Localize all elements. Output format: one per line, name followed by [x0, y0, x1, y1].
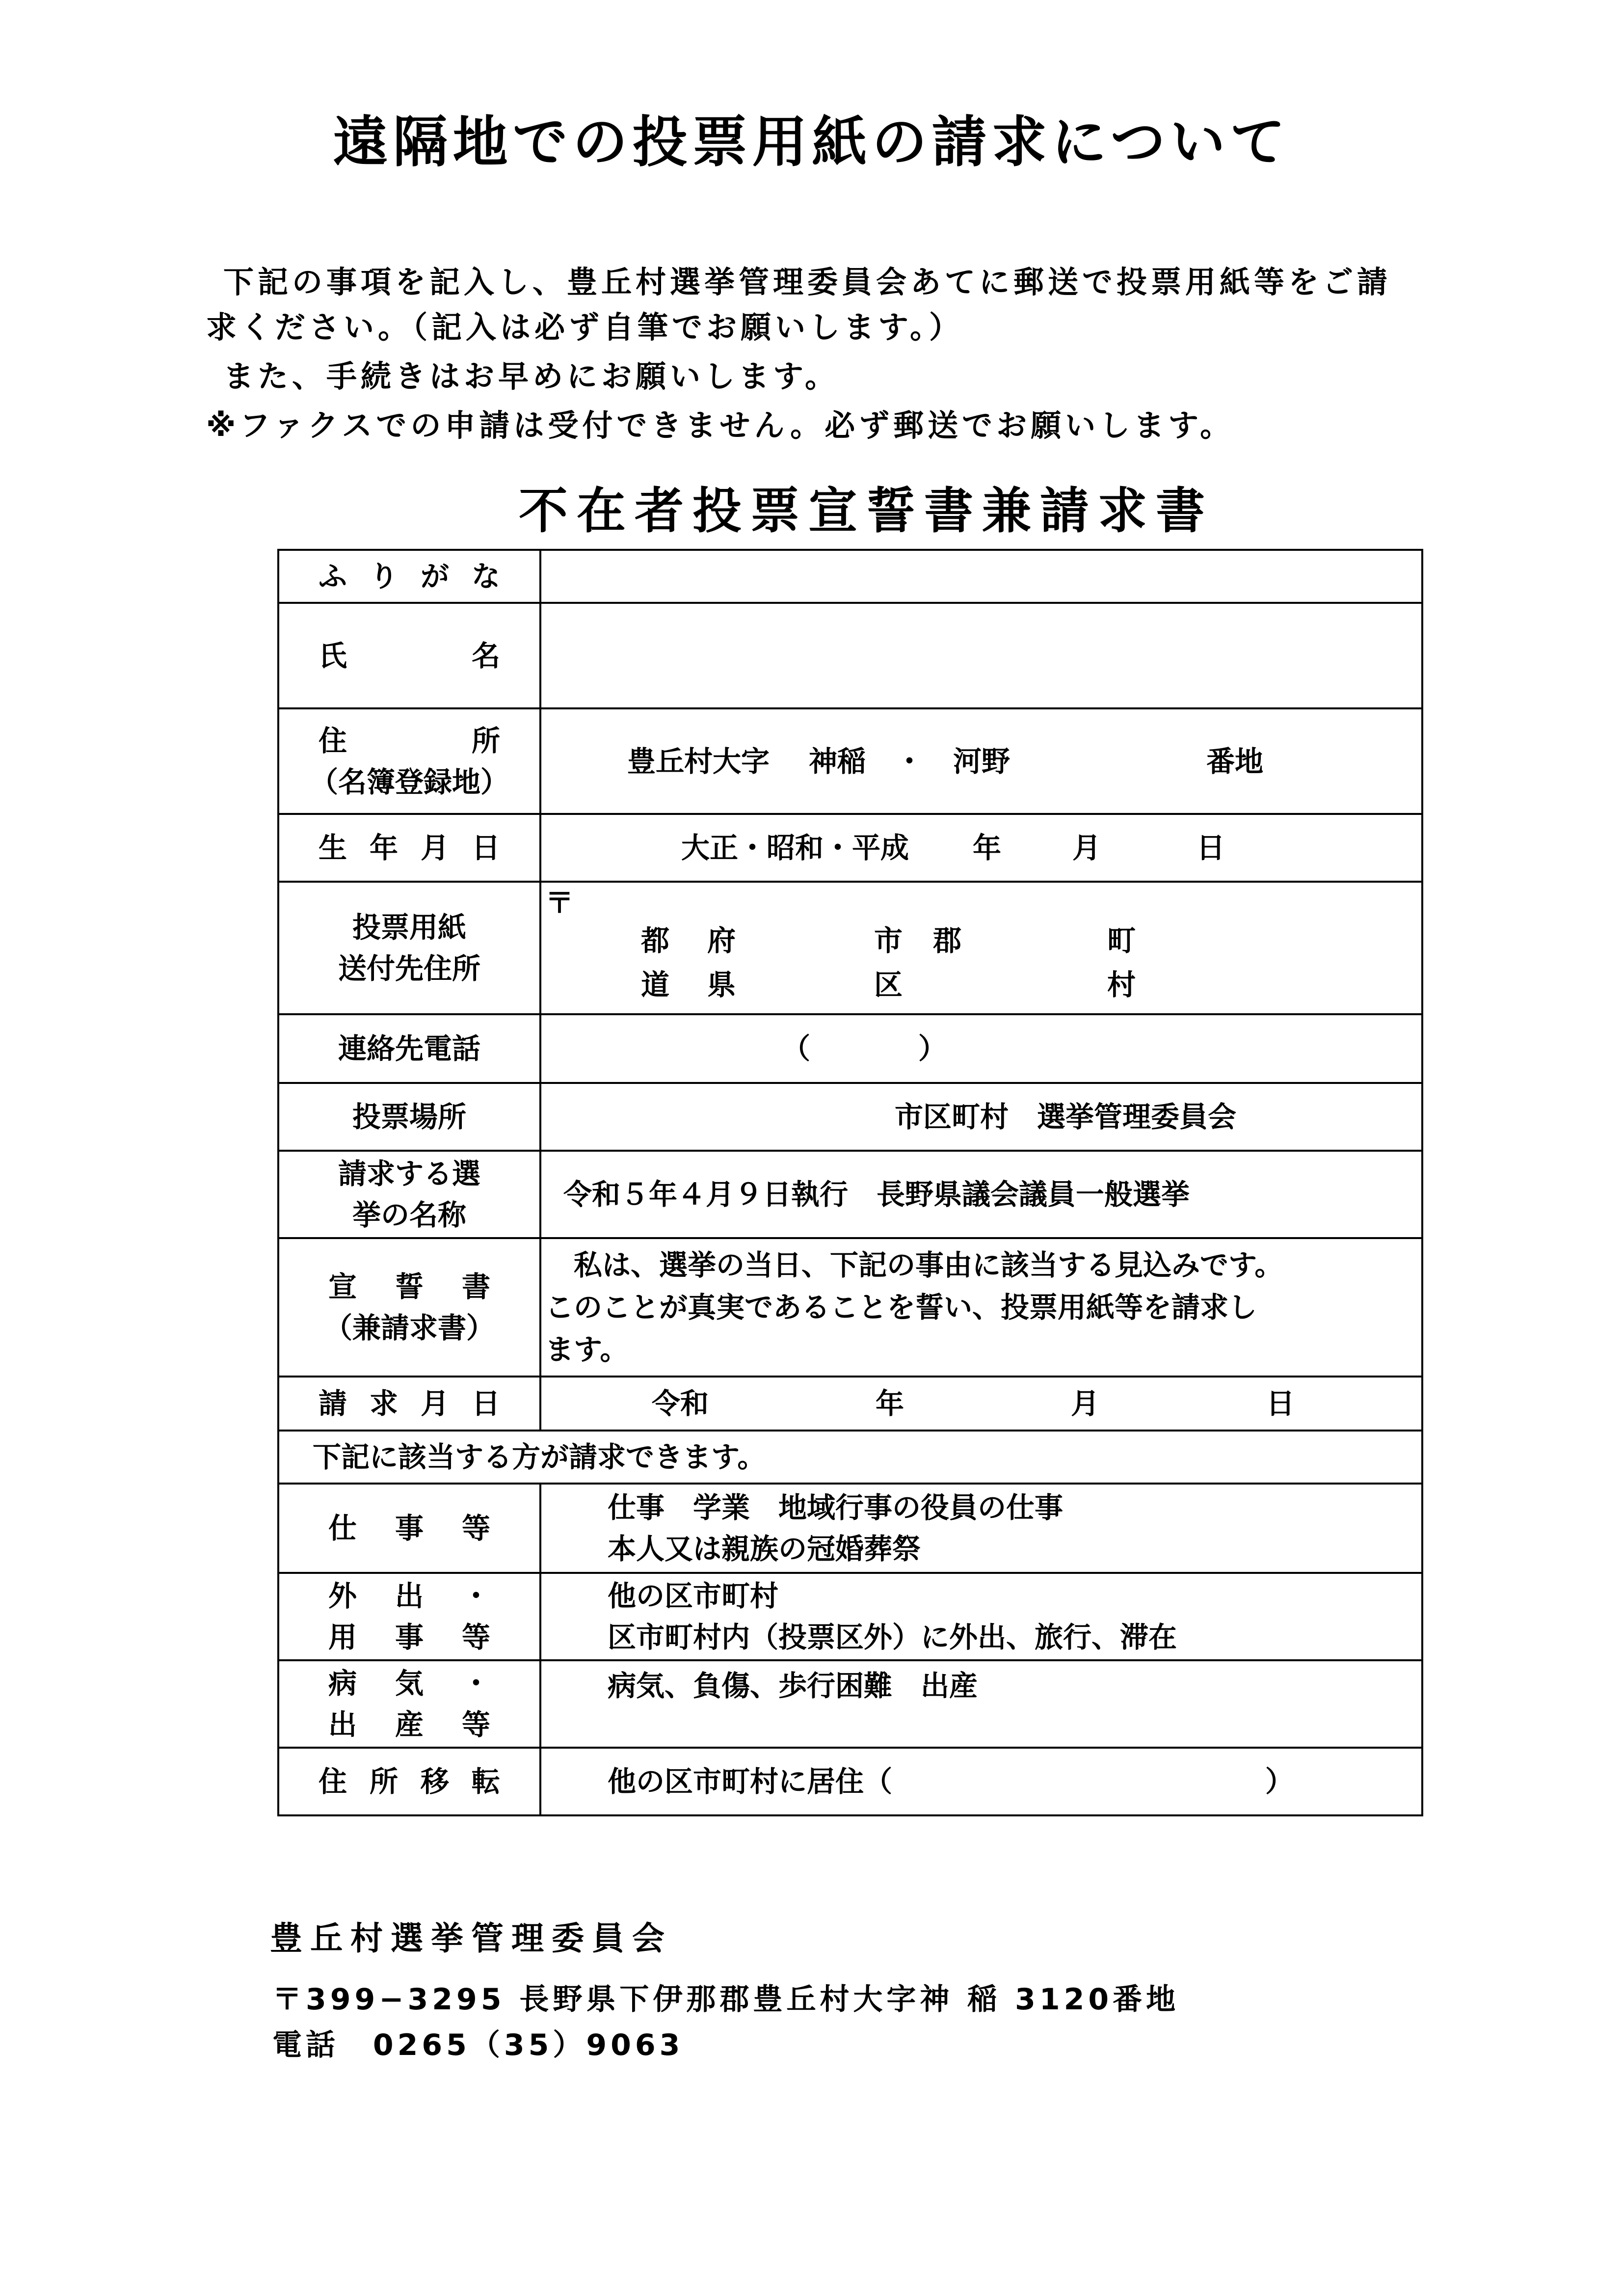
- request-form-table: [277, 549, 1423, 1816]
- intro-line-4: ※ファクスでの申請は受付できません。必ず郵送でお願いします。: [206, 407, 1235, 443]
- send-address-field[interactable]: 〒 都 府 市 郡 町 道 県 区 村: [540, 882, 1422, 1014]
- reason-illness-text: 病気、負傷、歩行困難 出産: [540, 1660, 1422, 1748]
- address-village: 豊丘村大字: [627, 744, 770, 778]
- reason-work-text: 仕事 学業 地域行事の役員の仕事 本人又は親族の冠婚葬祭: [540, 1484, 1422, 1573]
- intro-line-2: 求ください。（記入は必ず自筆でお願いします。）: [206, 309, 964, 345]
- footer-phone: [272, 2022, 684, 2064]
- form-title: 不在者投票宣誓書兼請求書: [519, 482, 1214, 540]
- address-field[interactable]: [540, 708, 1422, 814]
- election-value: 令和５年４月９日執行 長野県議会議員一般選挙: [540, 1151, 1422, 1238]
- reason-illness-row: [278, 1660, 1422, 1748]
- address-area-2: 河野: [953, 744, 1011, 778]
- birth-field[interactable]: [540, 814, 1422, 882]
- eligibility-note: 下記に該当する方が請求できます。: [278, 1431, 1422, 1484]
- oath-text: 私は、選挙の当日、下記の事由に該当する見込みです。 このことが真実であることを誓い、投票用紙等を請求し ます。: [540, 1238, 1422, 1377]
- footer-org: 豊丘村選挙管理委員会: [270, 1919, 672, 1957]
- address-row: [278, 708, 1422, 814]
- address-area-1: 神稲: [809, 744, 866, 778]
- move-row: [278, 1748, 1422, 1815]
- oath-row: [278, 1238, 1422, 1377]
- page-title: 遠隔地での投票用紙の請求について: [333, 110, 1290, 174]
- footer-address: 〒399−3295 長野県下伊那郡豊丘村大字神 稲 3120番地: [272, 1982, 1180, 2017]
- birth-row: [278, 814, 1422, 882]
- address-dot: ・: [895, 744, 924, 778]
- address-label: 住 所 （名簿登録地）: [278, 708, 540, 814]
- birth-day: 日: [1197, 831, 1225, 864]
- furigana-label: ふ り が な: [278, 550, 540, 603]
- vote-place-label: 投票場所: [278, 1083, 540, 1151]
- address-banchi: 番地: [1206, 744, 1264, 778]
- furigana-row: [278, 550, 1422, 603]
- name-label: 氏 名: [278, 603, 540, 708]
- birth-year: 年: [973, 831, 1002, 864]
- intro-line-1: 下記の事項を記入し、豊丘村選挙管理委員会あてに郵送で投票用紙等をご請: [223, 264, 1392, 300]
- name-row: [278, 603, 1422, 708]
- birth-month: 月: [1072, 831, 1101, 864]
- phone-label: 連絡先電話: [278, 1014, 540, 1083]
- footer-phone-number: 0265（35）9063: [372, 2028, 684, 2062]
- furigana-field[interactable]: [540, 550, 1422, 603]
- request-date-label: 請 求 月 日: [278, 1377, 540, 1431]
- oath-label: 宣 誓 書 （兼請求書）: [278, 1238, 540, 1377]
- request-date-row: [278, 1377, 1422, 1431]
- send-address-label: 投票用紙 送付先住所: [278, 882, 540, 1014]
- postal-mark: 〒: [545, 886, 574, 919]
- reason-work-label: 仕 事 等: [278, 1484, 540, 1573]
- reason-outing-text: 他の区市町村 区市町村内（投票区外）に外出、旅行、滞在: [540, 1573, 1422, 1660]
- request-date-field[interactable]: 令和 年 月 日: [540, 1377, 1422, 1431]
- move-label: 住 所 移 転: [278, 1748, 540, 1815]
- birth-era: 大正・昭和・平成: [681, 831, 909, 864]
- intro-line-3: また、手続きはお早めにお願いします。: [223, 358, 840, 394]
- birth-label: 生 年 月 日: [278, 814, 540, 882]
- reason-work-row: [278, 1484, 1422, 1573]
- phone-field[interactable]: （ ）: [540, 1014, 1422, 1083]
- vote-place-field[interactable]: 市区町村 選挙管理委員会: [540, 1083, 1422, 1151]
- election-row: [278, 1151, 1422, 1238]
- reason-outing-label: 外 出 ・ 用 事 等: [278, 1573, 540, 1660]
- name-field[interactable]: [540, 603, 1422, 708]
- vote-place-row: [278, 1083, 1422, 1151]
- footer-phone-label: 電話: [272, 2028, 339, 2062]
- send-address-row: [278, 882, 1422, 1014]
- eligibility-note-row: [278, 1431, 1422, 1484]
- reason-illness-label: 病 気 ・ 出 産 等: [278, 1660, 540, 1748]
- phone-row: [278, 1014, 1422, 1083]
- move-field[interactable]: 他の区市町村に居住（ ）: [540, 1748, 1422, 1815]
- election-label: 請求する選 挙の名称: [278, 1151, 540, 1238]
- reason-outing-row: [278, 1573, 1422, 1660]
